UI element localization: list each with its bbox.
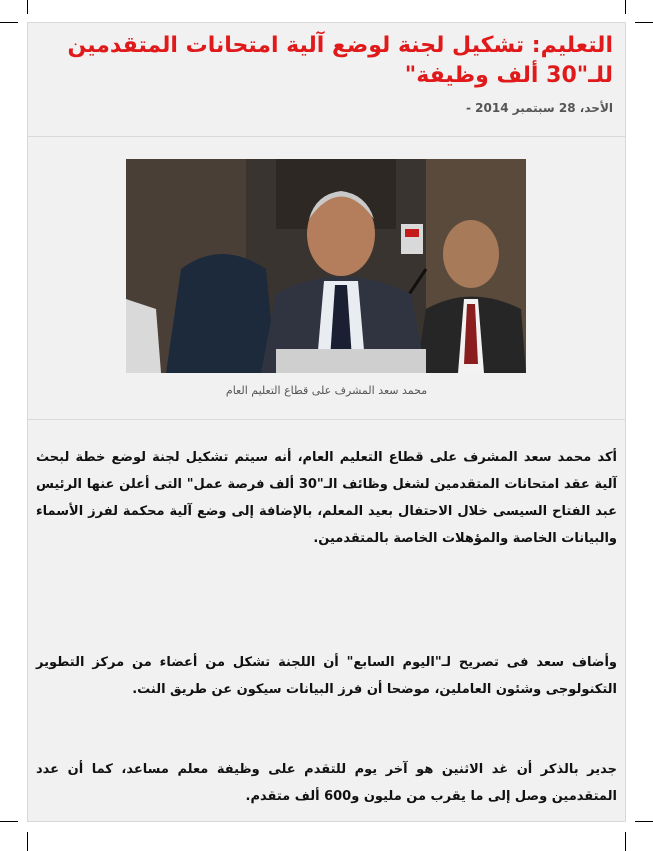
crop-mark <box>625 0 626 14</box>
crop-mark <box>0 821 18 822</box>
paragraph: جدير بالذكر أن غد الاثنين هو آخر يوم للتقدم على وظيفة معلم مساعد، كما أن عدد المتقدمين وصل إلى ما يقرب من مليون و600 ألف متقدم. <box>36 762 617 804</box>
crop-mark <box>0 22 18 23</box>
crop-mark <box>635 821 653 822</box>
paragraph: أكد محمد سعد المشرف على قطاع التعليم العام، أنه سيتم تشكيل لجنة لوضع خطة لبحث آلية عقد امتحانات المتقدمين لشغل وظائف الـ"30 ألف فرصة عمل" التى أعلن عنها الرئيس عبد الفتاح السيسى خلال الاحتفال بعيد المعلم، بالإضافة إلى وضع آلية محكمة لفرز الأسماء والبيانات الخاصة والمؤهلات الخاصة بالمتقدمين. <box>36 450 617 546</box>
divider <box>28 419 625 420</box>
crop-mark <box>27 832 28 851</box>
divider <box>28 136 625 137</box>
article-title: التعليم: تشكيل لجنة لوضع آلية امتحانات المتقدمين للـ"30 ألف وظيفة" <box>67 33 613 88</box>
article-page <box>27 22 626 822</box>
crop-mark <box>27 0 28 14</box>
crop-mark <box>635 22 653 23</box>
paragraph: وأضاف سعد فى تصريح لـ"اليوم السابع" أن اللجنة تشكل من أعضاء من مركز التطوير التكنولوجى وشئون العاملين، موضحا أن فرز البيانات سيكون عن طريق النت. <box>36 655 617 697</box>
photo-illustration <box>126 159 526 373</box>
article-date: الأحد، 28 سبتمبر 2014 - <box>465 101 613 115</box>
article-photo <box>126 159 526 373</box>
crop-mark <box>625 832 626 851</box>
photo-caption: محمد سعد المشرف على قطاع التعليم العام <box>225 384 428 397</box>
